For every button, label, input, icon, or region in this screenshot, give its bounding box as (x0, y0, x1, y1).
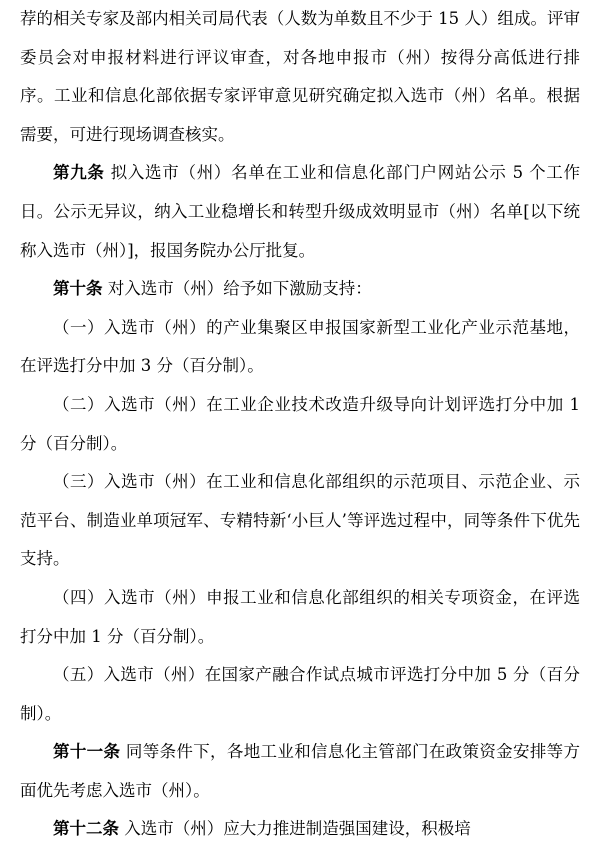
article-body: 同等条件下，各地工业和信息化主管部门在政策资金安排等方面优先考虑入选市（州）。 (20, 742, 581, 800)
article-10 (20, 270, 580, 309)
article-number: 第十二条 (53, 819, 119, 839)
article-body: 对入选市（州）给予如下激励支持： (102, 279, 372, 299)
article-number: 第十条 (53, 279, 103, 299)
article-body: 入选市（州）应大力推进制造强国建设，积极培 (119, 819, 471, 839)
paragraph-continuation: 荐的相关专家及部内相关司局代表（人数为单数且不少于 15 人）组成。评审委员会对申报材料进行评议审查，对各地申报市（州）按得分高低进行排序。工业和信息化部依据专家评审意见研究确定拟入选市（州）名单。根据需要，可进行现场调查核实。 (20, 9, 580, 144)
list-item-4: （四）入选市（州）申报工业和信息化部组织的相关专项资金，在评选打分中加 1 分（百分制）。 (20, 587, 580, 646)
article-number: 第十一条 (53, 742, 121, 762)
article-body: 拟入选市（州）名单在工业和信息化部门户网站公示 5 个工作日。公示无异议，纳入工业稳增长和转型升级成效明显市（州）名单[以下统称入选市（州）]，报国务院办公厅批复。 (20, 163, 580, 260)
list-item-2: （二）入选市（州）在工业企业技术改造升级导向计划评选打分中加 1 分（百分制）。 (20, 394, 580, 453)
list-item-3: （三）入选市（州）在工业和信息化部组织的示范项目、示范企业、示范平台、制造业单项冠军、专精特新‘小巨人’等评选过程中，同等条件下优先支持。 (20, 472, 580, 569)
article-number: 第九条 (53, 163, 105, 183)
list-item-5: （五）入选市（州）在国家产融合作试点城市评选打分中加 5 分（百分制）。 (20, 665, 580, 723)
article-11 (20, 733, 580, 810)
list-item-1: （一）入选市（州）的产业集聚区申报国家新型工业化产业示范基地，在评选打分中加 3 分（百分制）。 (20, 317, 580, 376)
article-9 (20, 154, 580, 270)
document-page (20, 0, 580, 849)
article-12 (20, 810, 580, 849)
